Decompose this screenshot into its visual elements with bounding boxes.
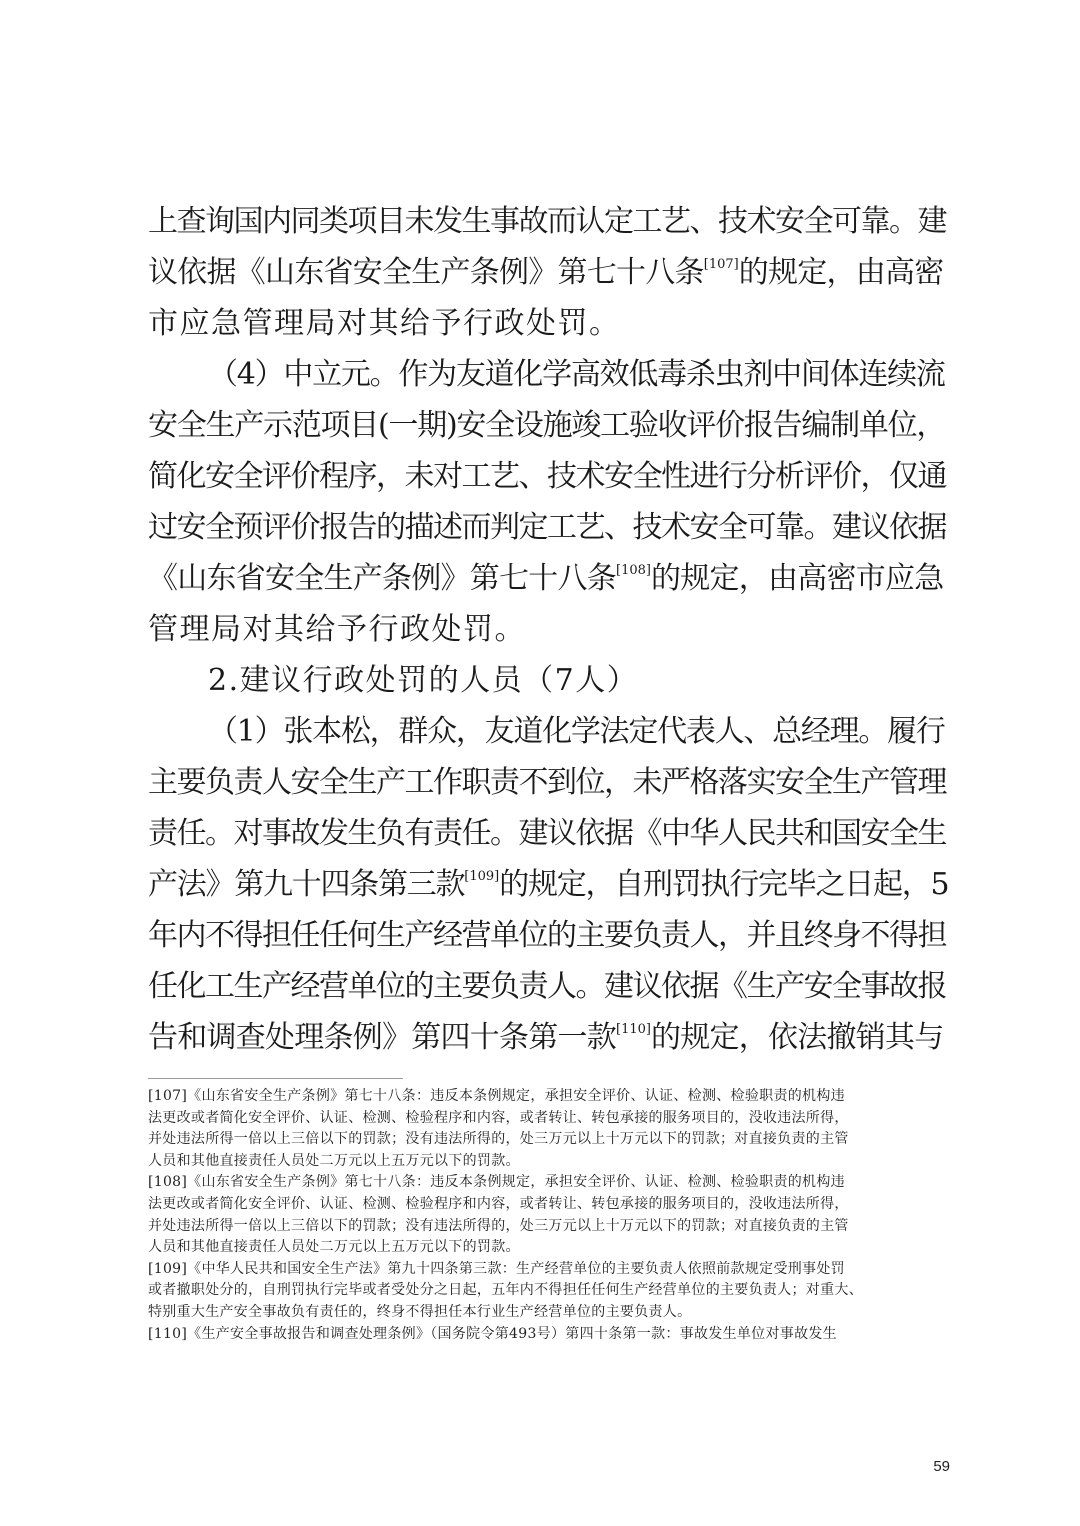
footnote-ref-107: [107] bbox=[703, 257, 739, 272]
footnote-line: 或者撤职处分的，自刑罚执行完毕或者受处分之日起，五年内不得担任任何生产经营单位的主要负责人；对重大、 bbox=[148, 1282, 863, 1299]
footnote-separator bbox=[148, 1078, 403, 1079]
page-number: 59 bbox=[933, 1458, 950, 1475]
footnote-ref-108: [108] bbox=[616, 563, 651, 578]
footnote-line: 并处违法所得一倍以上三倍以下的罚款；没有违法所得的，处三万元以上十万元以下的罚款；对直接负责的主管 bbox=[148, 1217, 849, 1234]
body-line-9: 管理局对其给予行政处罚。 bbox=[148, 612, 526, 647]
footnote-line: [109]《中华人民共和国安全生产法》第九十四条第三款：生产经营单位的主要负责人依照前款规定受刑事处罚 bbox=[148, 1260, 845, 1277]
footnote-ref-110: [110] bbox=[616, 1022, 651, 1037]
footnote-line: [110]《生产安全事故报告和调查处理条例》（国务院令第493号）第四十条第一款：事故发生单位对事故发生 bbox=[148, 1325, 837, 1342]
body-line-6: 简化安全评价程序，未对工艺、技术安全性进行分析评价，仅通 bbox=[148, 459, 946, 494]
body-line-8: 《山东省安全生产条例》第七十八条[108]的规定，由高密市应急 bbox=[148, 561, 944, 596]
body-line-17: 告和调查处理条例》第四十条第一款[110]的规定，依法撤销其与 bbox=[148, 1020, 944, 1055]
body-line-11: （1）张本松，群众，友道化学法定代表人、总经理。履行 bbox=[208, 714, 945, 749]
body-line-15: 年内不得担任任何生产经营单位的主要负责人，并且终身不得担 bbox=[148, 918, 946, 953]
body-line-5: 安全生产示范项目(一期)安全设施竣工验收评价报告编制单位， bbox=[148, 408, 946, 443]
body-line-13: 责任。对事故发生负有责任。建议依据《中华人民共和国安全生 bbox=[148, 816, 946, 851]
body-line-3: 市应急管理局对其给予行政处罚。 bbox=[148, 306, 621, 341]
footnote-line: 法更改或者简化安全评价、认证、检测、检验程序和内容，或者转让、转包承接的服务项目的，没收违法所得， bbox=[148, 1109, 849, 1126]
footnotes bbox=[148, 1086, 948, 1345]
section-heading: 2.建议行政处罚的人员（7人） bbox=[208, 663, 639, 698]
body-text bbox=[148, 196, 948, 1063]
footnote-line: 人员和其他直接责任人员处二万元以上五万元以下的罚款。 bbox=[148, 1152, 520, 1169]
footnote-line: 法更改或者简化安全评价、认证、检测、检验程序和内容，或者转让、转包承接的服务项目的，没收违法所得， bbox=[148, 1195, 849, 1212]
footnote-line: 人员和其他直接责任人员处二万元以上五万元以下的罚款。 bbox=[148, 1239, 520, 1256]
footnote-ref-109: [109] bbox=[464, 869, 500, 884]
body-line-2: 议依据《山东省安全生产条例》第七十八条[107]的规定，由高密 bbox=[148, 255, 944, 290]
body-line-16: 任化工生产经营单位的主要负责人。建议依据《生产安全事故报 bbox=[148, 969, 946, 1004]
body-line-12: 主要负责人安全生产工作职责不到位，未严格落实安全生产管理 bbox=[148, 765, 946, 800]
body-line-1: 上查询国内同类项目未发生事故而认定工艺、技术安全可靠。建 bbox=[148, 204, 946, 239]
footnote-line: 并处违法所得一倍以上三倍以下的罚款；没有违法所得的，处三万元以上十万元以下的罚款；对直接负责的主管 bbox=[148, 1131, 849, 1148]
footnote-line: [108]《山东省安全生产条例》第七十八条：违反本条例规定，承担安全评价、认证、检测、检验职责的机构违 bbox=[148, 1174, 845, 1191]
body-line-4: （4）中立元。作为友道化学高效低毒杀虫剂中间体连续流 bbox=[208, 357, 945, 392]
body-line-14: 产法》第九十四条第三款[109]的规定，自刑罚执行完毕之日起，5 bbox=[148, 867, 949, 902]
footnote-line: 特别重大生产安全事故负有责任的，终身不得担任本行业生产经营单位的主要负责人。 bbox=[148, 1303, 692, 1320]
footnote-line: [107]《山东省安全生产条例》第七十八条：违反本条例规定，承担安全评价、认证、检测、检验职责的机构违 bbox=[148, 1088, 845, 1104]
body-line-7: 过安全预评价报告的描述而判定工艺、技术安全可靠。建议依据 bbox=[148, 510, 946, 545]
